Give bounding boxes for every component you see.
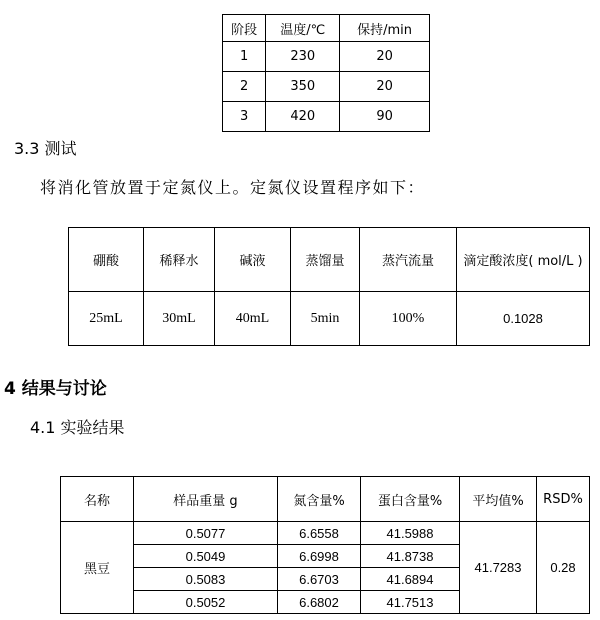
header-alkali: 碱液 <box>215 228 291 292</box>
header-name: 名称 <box>61 477 134 522</box>
table-cell: 2 <box>223 72 266 102</box>
table-cell: 420 <box>266 102 340 132</box>
header-sample-weight: 样品重量 g <box>134 477 278 522</box>
table-cell: 350 <box>266 72 340 102</box>
table-cell: 230 <box>266 42 340 72</box>
procedure-paragraph: 将消化管放置于定氮仪上。定氮仪设置程序如下： <box>40 178 426 197</box>
table-cell: 6.6802 <box>278 591 361 614</box>
header-average: 平均值% <box>460 477 537 522</box>
table-cell: 41.6894 <box>361 568 460 591</box>
table-cell: 41.5988 <box>361 522 460 545</box>
section-heading-4-1: 4.1 实验结果 <box>30 418 125 437</box>
table-cell: 30mL <box>144 292 215 346</box>
table-header-row <box>223 15 430 42</box>
header-protein: 蛋白含量% <box>361 477 460 522</box>
table-cell: 6.6558 <box>278 522 361 545</box>
heating-stage-table <box>222 14 430 132</box>
section-heading-4: 4 结果与讨论 <box>4 379 107 399</box>
header-distillation: 蒸馏量 <box>291 228 360 292</box>
table-cell: 1 <box>223 42 266 72</box>
header-titrant-concentration: 滴定酸浓度( mol/L ) <box>457 228 590 292</box>
section-heading-3-3: 3.3 测试 <box>14 139 77 158</box>
average-cell: 41.7283 <box>460 522 537 614</box>
table-cell: 41.7513 <box>361 591 460 614</box>
table-cell: 41.8738 <box>361 545 460 568</box>
table-row <box>223 102 430 132</box>
table-row <box>223 72 430 102</box>
results-table <box>60 476 590 614</box>
header-steam-flow: 蒸汽流量 <box>360 228 457 292</box>
table-cell: 40mL <box>215 292 291 346</box>
table-cell: 5min <box>291 292 360 346</box>
table-cell: 20 <box>340 72 430 102</box>
table-cell: 0.5049 <box>134 545 278 568</box>
analyzer-settings-table <box>68 227 590 346</box>
table-cell: 90 <box>340 102 430 132</box>
header-rsd: RSD% <box>537 477 590 522</box>
table-cell: 0.5052 <box>134 591 278 614</box>
table-header-row <box>69 228 590 292</box>
rsd-cell: 0.28 <box>537 522 590 614</box>
header-hold-time: 保持/min <box>340 15 430 42</box>
table-row <box>69 292 590 346</box>
header-dilution-water: 稀释水 <box>144 228 215 292</box>
table-cell: 20 <box>340 42 430 72</box>
table-cell: 25mL <box>69 292 144 346</box>
header-nitrogen: 氮含量% <box>278 477 361 522</box>
table-row <box>223 42 430 72</box>
table-cell: 3 <box>223 102 266 132</box>
table-row <box>61 522 590 545</box>
table-cell: 100% <box>360 292 457 346</box>
header-boric-acid: 硼酸 <box>69 228 144 292</box>
header-stage: 阶段 <box>223 15 266 42</box>
table-cell: 6.6998 <box>278 545 361 568</box>
table-cell: 0.1028 <box>457 292 590 346</box>
table-cell: 0.5077 <box>134 522 278 545</box>
table-cell: 6.6703 <box>278 568 361 591</box>
header-temperature: 温度/℃ <box>266 15 340 42</box>
table-header-row <box>61 477 590 522</box>
table-cell: 0.5083 <box>134 568 278 591</box>
sample-name-cell: 黑豆 <box>61 522 134 614</box>
